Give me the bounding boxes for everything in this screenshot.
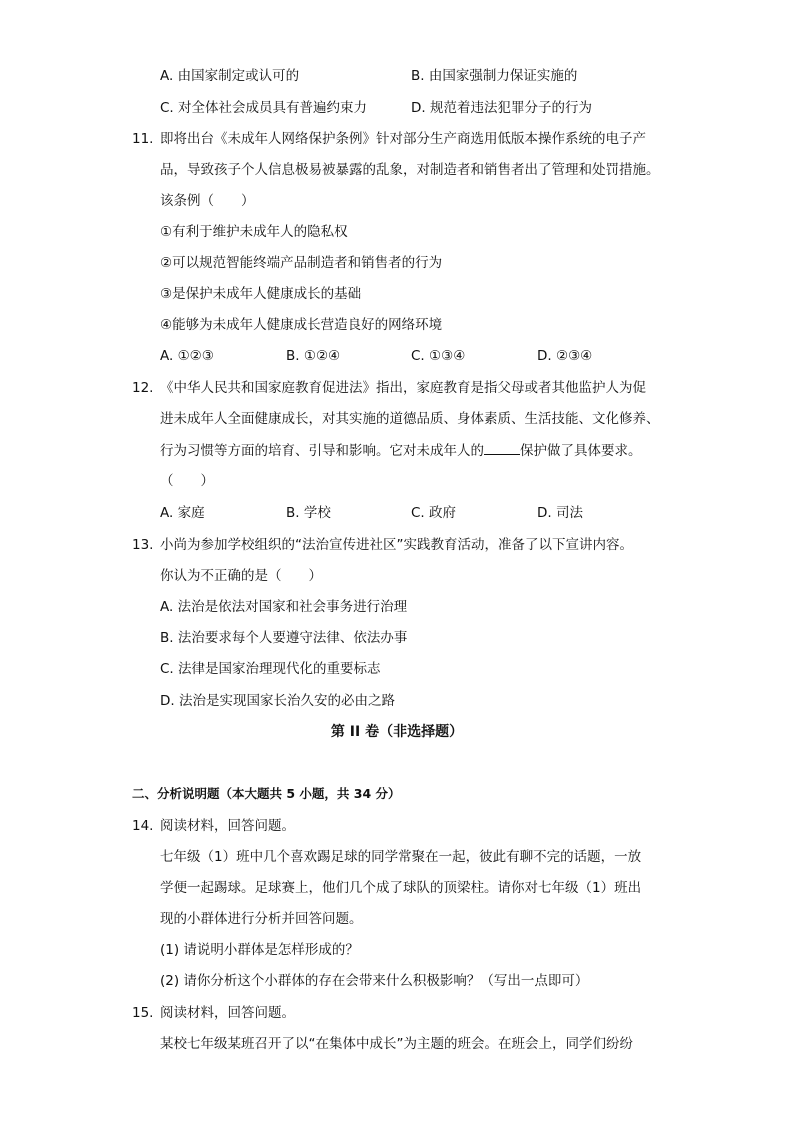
q10-option-d: D. 规范着违法犯罪分子的行为 <box>411 100 592 116</box>
q14-material-line-3: 现的小群体进行分析并回答问题。 <box>160 911 363 927</box>
part-2-title: 第 II 卷（非选择题） <box>330 724 464 740</box>
q14-subquestion-2: (2) 请你分析这个小群体的存在会带来什么积极影响？（写出一点即可） <box>160 973 589 989</box>
q12-stem-line-2: 进未成年人全面健康成长，对其实施的道德品质、身体素质、生活技能、文化修养、 <box>160 411 660 427</box>
q12-paren: （ ） <box>160 473 214 489</box>
q14-material-line-1: 七年级（1）班中几个喜欢踢足球的同学常聚在一起，彼此有聊不完的话题，一放 <box>160 849 642 865</box>
q11-statement-2: ②可以规范智能终端产品制造者和销售者的行为 <box>160 255 443 271</box>
q13-option-a: A. 法治是依法对国家和社会事务进行治理 <box>160 599 408 615</box>
q10-option-b: B. 由国家强制力保证实施的 <box>411 68 578 84</box>
q12-option-d: D. 司法 <box>537 505 583 521</box>
q14-material-line-2: 学便一起踢球。足球赛上，他们几个成了球队的顶梁柱。请你对七年级（1）班出 <box>160 880 642 896</box>
q15-intro: 阅读材料，回答问题。 <box>160 1005 295 1021</box>
section-2-heading: 二、分析说明题（本大题共 5 小题，共 34 分） <box>132 786 401 801</box>
q12-number: 12. <box>132 380 154 396</box>
q11-option-a: A. ①②③ <box>160 348 214 364</box>
q14-intro: 阅读材料，回答问题。 <box>160 818 295 834</box>
q14-number: 14. <box>132 818 154 834</box>
q12-option-b: B. 学校 <box>286 505 331 521</box>
q12-stem-line-3 <box>160 440 642 461</box>
q13-option-b: B. 法治要求每个人要遵守法律、依法办事 <box>160 630 408 646</box>
q13-stem-line-1: 小尚为参加学校组织的“法治宣传进社区”实践教育活动，准备了以下宣讲内容。 <box>160 537 633 553</box>
q11-stem-line-1: 即将出台《未成年人网络保护条例》针对部分生产商选用低版本操作系统的电子产 <box>160 131 646 147</box>
q11-option-c: C. ①③④ <box>411 348 466 364</box>
q11-stem-line-3: 该条例（ ） <box>160 193 255 209</box>
q13-option-c: C. 法律是国家治理现代化的重要标志 <box>160 661 381 677</box>
q12-option-c: C. 政府 <box>411 505 457 521</box>
q11-statement-3: ③是保护未成年人健康成长的基础 <box>160 286 362 302</box>
q11-option-d: D. ②③④ <box>537 348 593 364</box>
q14-subquestion-1: (1) 请说明小群体是怎样形成的？ <box>160 942 359 958</box>
q11-stem-line-2: 品，导致孩子个人信息极易被暴露的乱象，对制造者和销售者出了管理和处罚措施。 <box>160 162 660 178</box>
q11-option-b: B. ①②④ <box>286 348 341 364</box>
q13-stem-line-2: 你认为不正确的是（ ） <box>160 568 322 584</box>
q15-number: 15. <box>132 1005 154 1021</box>
q12-stem-line-1: 《中华人民共和国家庭教育促进法》指出，家庭教育是指父母或者其他监护人为促 <box>160 380 646 396</box>
q15-material-line-1: 某校七年级某班召开了以“在集体中成长”为主题的班会。在班会上，同学们纷纷 <box>160 1036 633 1052</box>
q10-option-c: C. 对全体社会成员具有普遍约束力 <box>160 100 368 116</box>
q13-number: 13. <box>132 537 154 553</box>
q11-statement-4: ④能够为未成年人健康成长营造良好的网络环境 <box>160 317 443 333</box>
q11-number: 11. <box>132 131 154 147</box>
q11-statement-1: ①有利于维护未成年人的隐私权 <box>160 224 348 240</box>
q13-option-d: D. 法治是实现国家长治久安的必由之路 <box>160 693 395 709</box>
q12-option-a: A. 家庭 <box>160 505 205 521</box>
q10-option-a: A. 由国家制定或认可的 <box>160 68 300 84</box>
q12-stem-line-3-after: 保护做了具体要求。 <box>520 443 642 459</box>
q12-answer-blank <box>484 440 520 455</box>
q12-stem-line-3-before: 行为习惯等方面的培育、引导和影响。它对未成年人的 <box>160 443 484 459</box>
